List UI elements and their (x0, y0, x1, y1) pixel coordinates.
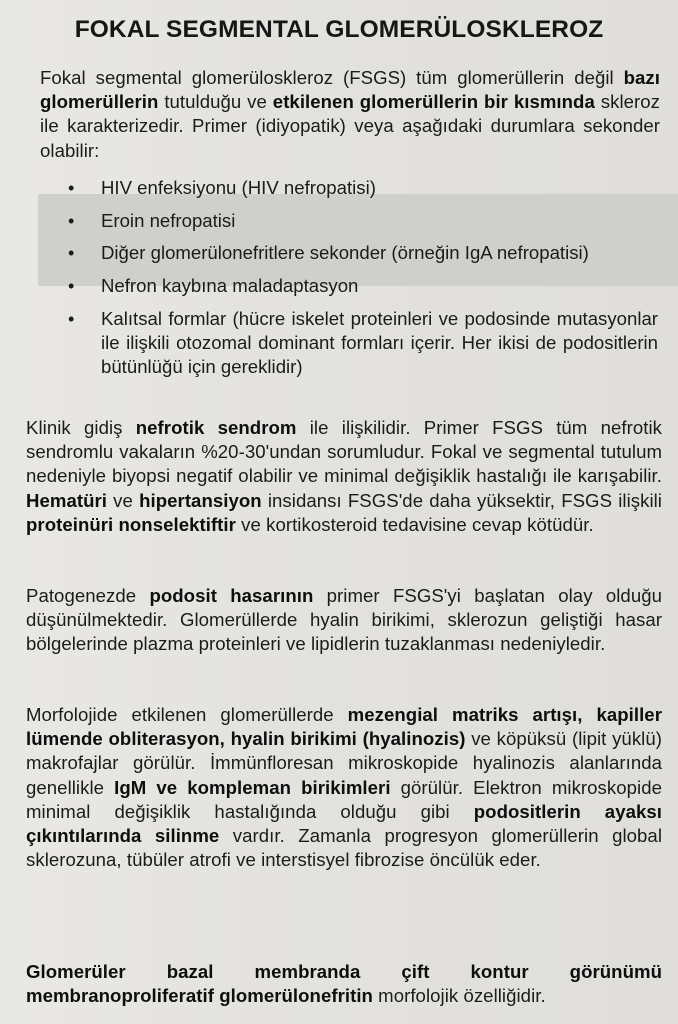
intro-bold-1: bazı glomerüllerin (40, 67, 660, 113)
intro-paragraph (40, 66, 660, 163)
list-item-text: Kalıtsal formlar (hücre iskelet proteinleri ve podosinde mutasyonlar ile ilişkili otozomal dominant formları içerir. Her ikisi de podositlerin bütünlüğü için gereklidir) (101, 307, 658, 378)
bullet-icon: • (68, 243, 75, 264)
pathogenesis-paragraph (26, 584, 662, 657)
clinical-bold-2: Hematüri (26, 489, 107, 511)
list-item-text: Eroin nefropatisi (101, 209, 236, 231)
morphology-bold-3: podositlerin ayaksı çıkıntılarında silinme (26, 800, 662, 847)
note-text-1: morfolojik özelliğidir. (372, 985, 546, 1007)
list-item (68, 176, 658, 200)
list-item-text: HIV enfeksiyonu (HIV nefropatisi) (101, 177, 376, 198)
morphology-paragraph (26, 703, 662, 872)
morphology-text-2: ve köpüksü (lipit yüklü) makrofajlar görülür. İmmünfloresan mikroskopide hyalinozis alanlarında genellikle (26, 728, 662, 798)
pathogenesis-bold-1: podosit hasarının (149, 585, 314, 606)
morphology-text-3: görülür. Elektron mikroskopide minimal değişiklik hastalığında olduğu gibi (26, 776, 662, 822)
clinical-bold-3: hipertansiyon (139, 489, 262, 511)
morphology-bold-1: mezengial matriks artışı, kapiller lümende obliterasyon, hyalin birikimi (hyalinozis) (26, 704, 662, 750)
list-item (68, 241, 658, 265)
pathogenesis-text-2: primer FSGS'yi başlatan olay olduğu düşünülmektedir. Glomerüllerde hyalin birikimi, sklerozun geliştiği hasar bölgelerinde plazma proteinleri ve lipidlerin tuzaklanması nedeniyledir. (26, 585, 662, 655)
clinical-bold-1: nefrotik sendrom (135, 417, 297, 438)
list-item-text: Diğer glomerülonefritlere sekonder (örneğin IgA nefropatisi) (101, 242, 589, 264)
clinical-bold-4: proteinüri nonselektiftir (26, 513, 236, 535)
causes-list (68, 176, 658, 388)
intro-text-2: tutulduğu ve (158, 91, 273, 113)
intro-text-1: Fokal segmental glomerüloskleroz (FSGS) tüm glomerüllerin değil (40, 67, 624, 88)
clinical-text-5: ve kortikosteroid tedavisine cevap kötüdür. (235, 513, 594, 535)
intro-text-3: skleroz ile karakterizedir. Primer (idiyopatik) veya aşağıdaki durumlara sekonder olabilir: (40, 91, 660, 161)
clinical-text-3: ve (107, 489, 140, 511)
list-item (68, 307, 658, 380)
morphology-text-1: Morfolojide etkilenen glomerüllerde (26, 704, 348, 725)
bullet-icon: • (68, 308, 75, 329)
clinical-text-4: insidansı FSGS'de daha yüksektir, FSGS ilişkili (261, 489, 662, 511)
clinical-paragraph (26, 416, 662, 537)
bullet-icon: • (68, 178, 75, 198)
note-bold-1: Glomerüler bazal membranda çift kontur görünümü membranoproliferatif glomerülonefritin (26, 961, 662, 1007)
clinical-text-2: ile ilişkilidir. Primer FSGS tüm nefrotik sendromlu vakaların %20-30'undan sorumludur. Fokal ve segmental tutulum nedeniyle biyopsi negatif olabilir ve minimal değişiklik hastalığı ile karışabilir. (26, 417, 662, 487)
intro-bold-2: etkilenen glomerüllerin bir kısmında (272, 91, 595, 113)
bullet-icon: • (68, 210, 75, 231)
morphology-bold-2: IgM ve kompleman birikimleri (114, 776, 391, 798)
note-paragraph (26, 960, 662, 1008)
bullet-icon: • (68, 276, 75, 297)
page-title: FOKAL SEGMENTAL GLOMERÜLOSKLEROZ (74, 16, 604, 43)
list-item (68, 209, 658, 233)
pathogenesis-text-1: Patogenezde (26, 585, 150, 606)
clinical-text-1: Klinik gidiş (26, 417, 136, 438)
morphology-text-4: vardır. Zamanla progresyon glomerüllerin global sklerozuna, tübüler atrofi ve interstisyel fibrozise öncülük eder. (26, 825, 662, 871)
list-item-text: Nefron kaybına maladaptasyon (101, 275, 359, 297)
list-item (68, 274, 658, 298)
